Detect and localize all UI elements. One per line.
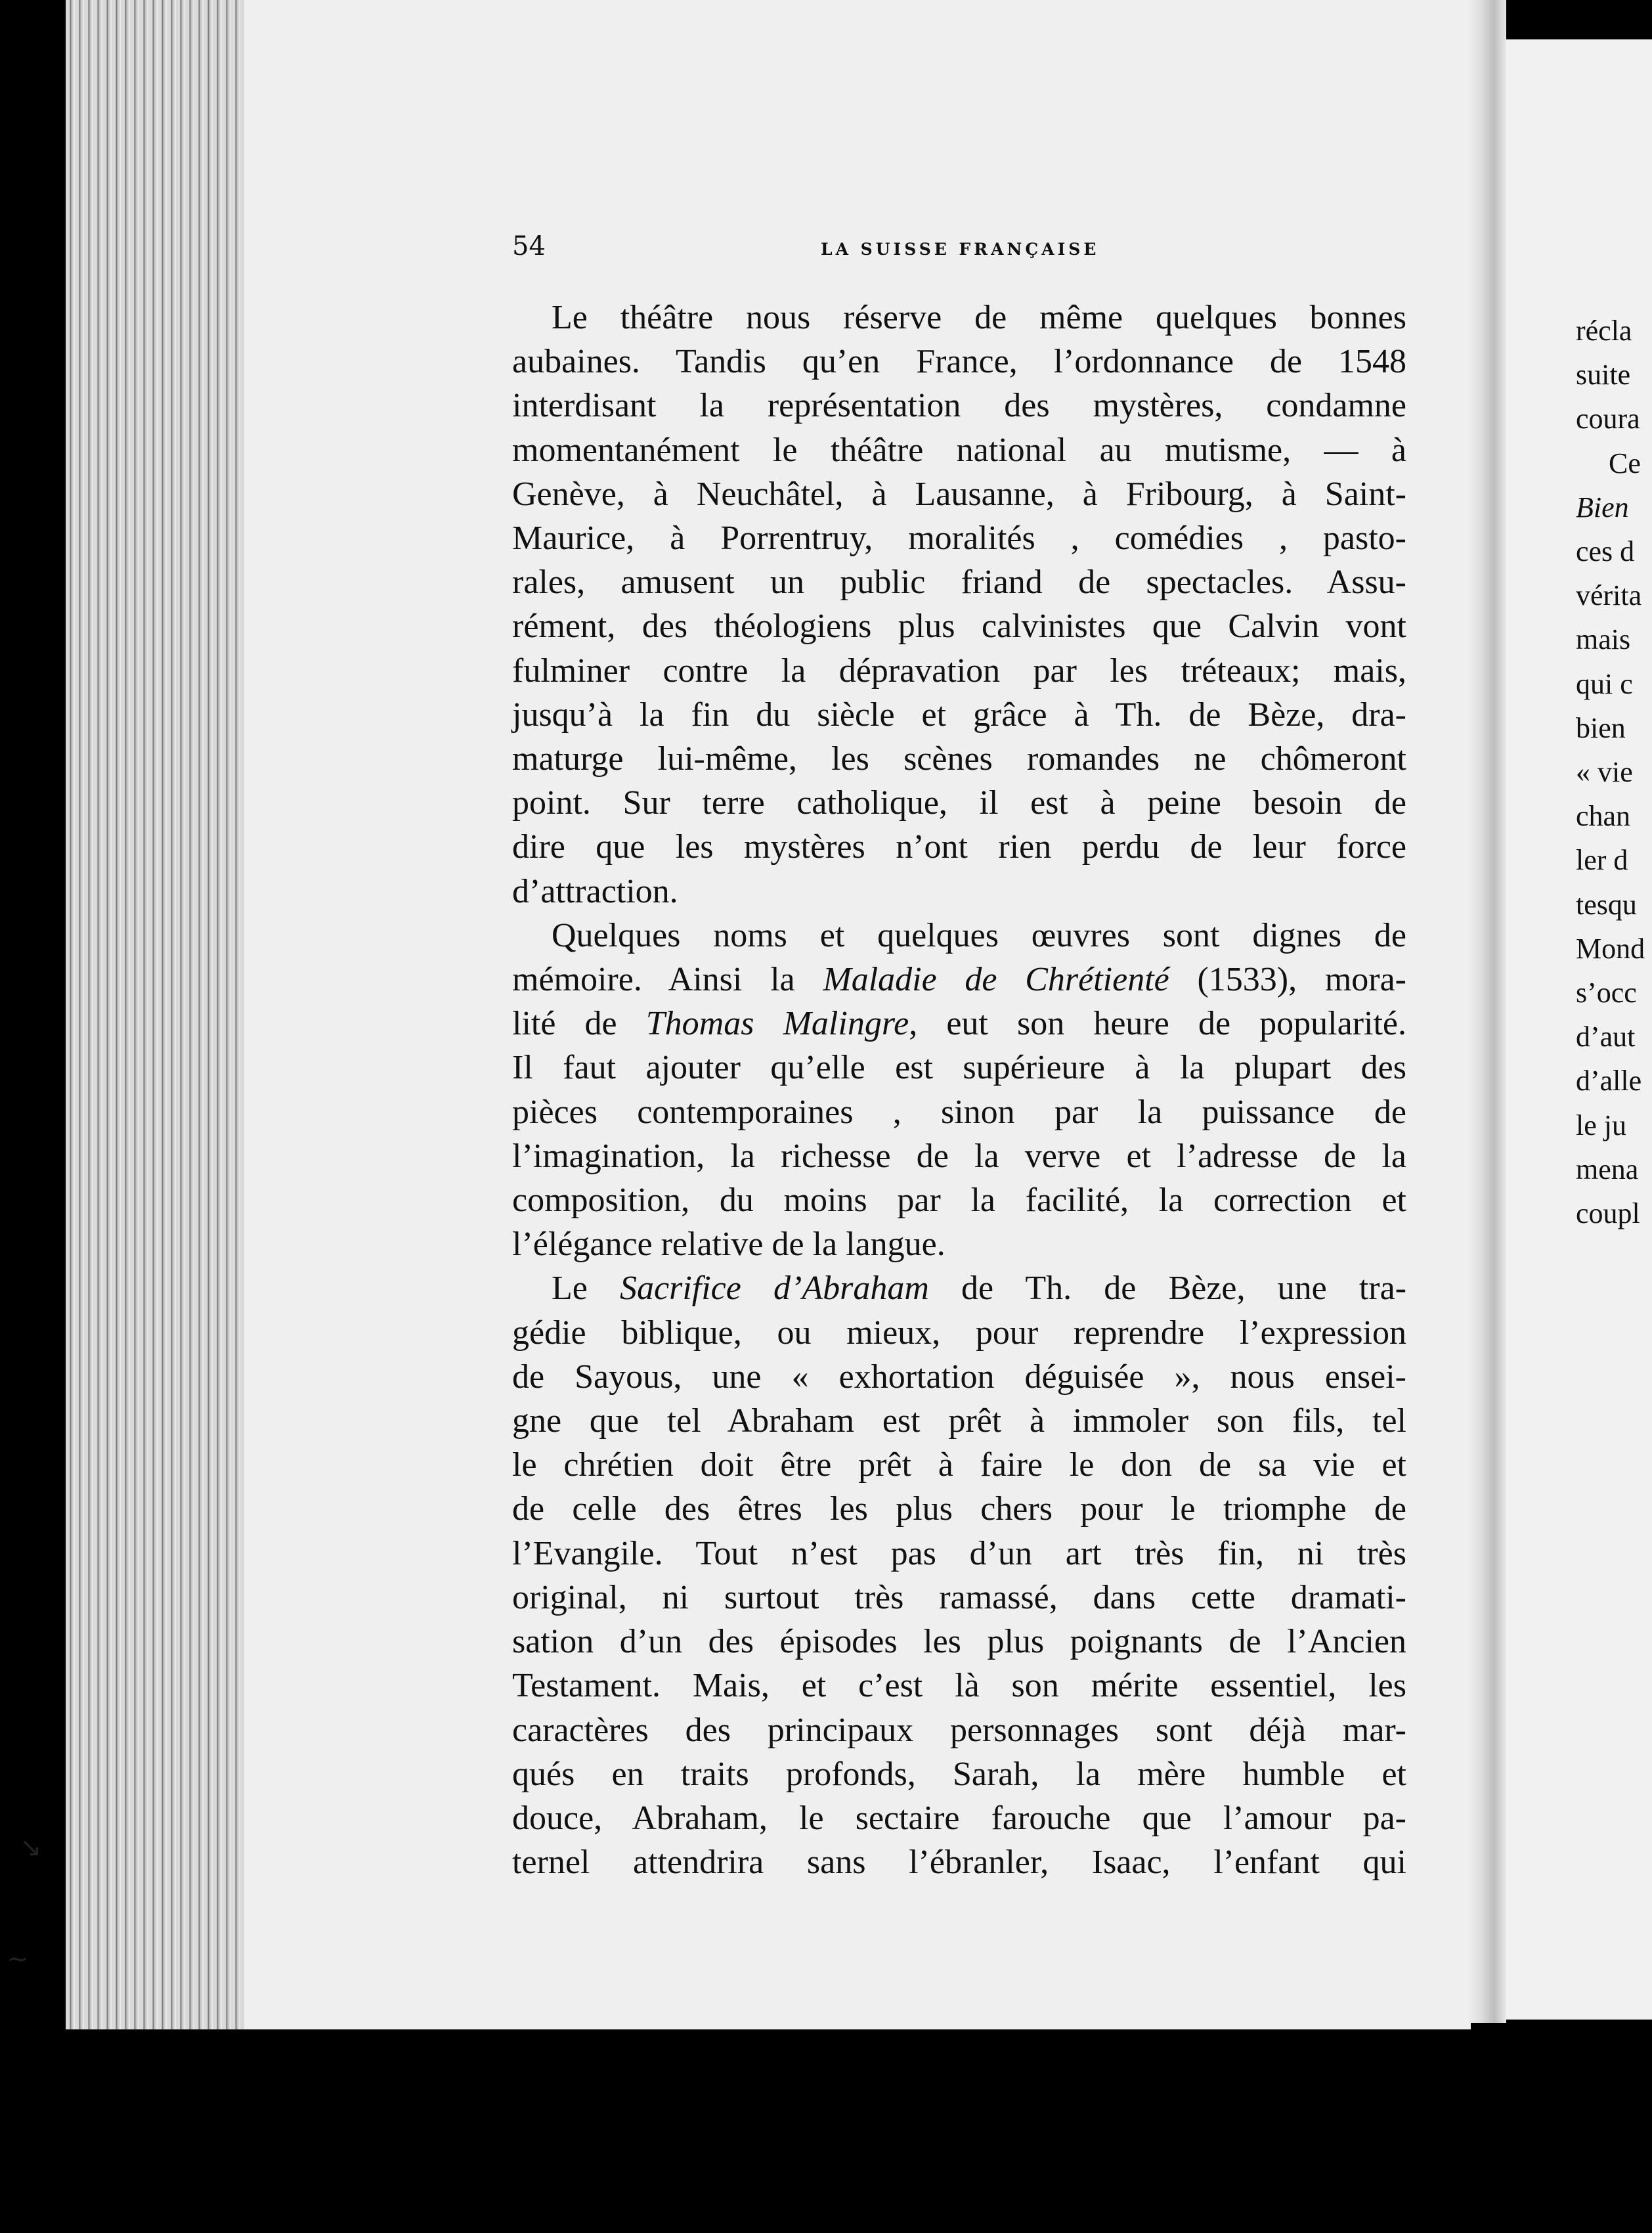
text-line: Maurice, à Porrentruy, moralités , comédies , pasto-	[512, 520, 1406, 558]
text-line: Il faut ajouter qu’elle est supérieure à la plupart des	[512, 1049, 1406, 1087]
text-line: ternel attendrira sans l’ébranler, Isaac, l’enfant qui	[512, 1844, 1406, 1882]
facing-line: Ce	[1609, 447, 1641, 479]
text-segment: mémoire. Ainsi la	[512, 961, 823, 999]
text-line: interdisant la représentation des mystères, condamne	[512, 387, 1406, 425]
facing-line: tesqu	[1576, 888, 1637, 921]
facing-line: chan	[1576, 800, 1631, 833]
text-line: Quelques noms et quelques œuvres sont dignes de	[552, 916, 1406, 954]
scan-border	[0, 2029, 1652, 2233]
facing-line: vérita	[1576, 579, 1642, 612]
text-line: jusqu’à la fin du siècle et grâce à Th. de Bèze, dra-	[512, 696, 1406, 734]
work-title: Maladie de Chrétienté	[823, 961, 1169, 999]
text-line: de celle des êtres les plus chers pour le triomphe de	[512, 1490, 1406, 1528]
facing-line: mena	[1576, 1153, 1639, 1185]
text-segment: lité de	[512, 1005, 646, 1043]
text-line: original, ni surtout très ramassé, dans cette dramati-	[512, 1578, 1406, 1616]
running-title: LA SUISSE FRANÇAISE	[821, 240, 1100, 259]
text-line	[512, 1266, 1406, 1310]
text-segment: Le	[552, 1270, 620, 1308]
text-segment: (1533), mora-	[1169, 961, 1407, 999]
text-line: caractères des principaux personnages sont déjà mar-	[512, 1711, 1406, 1749]
text-line: douce, Abraham, le sectaire farouche que l’amour pa-	[512, 1799, 1406, 1837]
text-line: le chrétien doit être prêt à faire le don de sa vie et	[512, 1446, 1406, 1484]
text-line: aubaines. Tandis qu’en France, l’ordonnance de 1548	[512, 343, 1406, 381]
text-line: Genève, à Neuchâtel, à Lausanne, à Fribourg, à Saint-	[512, 475, 1406, 513]
text-line: Testament. Mais, et c’est là son mérite essentiel, les	[512, 1667, 1406, 1705]
facing-line: suite	[1576, 359, 1631, 391]
facing-line: d’alle	[1576, 1065, 1642, 1097]
text-line	[512, 1002, 1406, 1046]
text-line: l’imagination, la richesse de la verve et l’adresse de la	[512, 1137, 1406, 1175]
facing-line: le ju	[1576, 1109, 1626, 1141]
facing-line: ler d	[1576, 844, 1628, 877]
facing-line: Mond	[1576, 932, 1645, 965]
work-title: Sacrifice d’Abraham	[620, 1270, 929, 1308]
facing-line: « vie	[1576, 756, 1633, 789]
text-line: d’attraction.	[512, 872, 678, 910]
text-line: fulminer contre la dépravation par les tréteaux; mais,	[512, 652, 1406, 690]
facing-line: ces d	[1576, 535, 1635, 568]
facing-page-text	[1576, 309, 1645, 1235]
page-header	[512, 233, 1406, 273]
facing-line: Bien	[1576, 491, 1629, 523]
text-line: dire que les mystères n’ont rien perdu de leur force	[512, 828, 1406, 866]
text-line: l’élégance relative de la langue.	[512, 1226, 946, 1264]
facing-line: coupl	[1576, 1197, 1640, 1230]
text-segment: de Th. de Bèze, une tra-	[928, 1270, 1407, 1308]
text-line: l’Evangile. Tout n’est pas d’un art très fin, ni très	[512, 1534, 1406, 1572]
facing-line: coura	[1576, 403, 1640, 435]
book-gutter	[1466, 0, 1506, 2023]
text-line: gne que tel Abraham est prêt à immoler son fils, tel	[512, 1402, 1406, 1440]
facing-line: qui c	[1576, 667, 1633, 700]
text-line: de Sayous, une « exhortation déguisée », nous ensei-	[512, 1358, 1406, 1396]
page-number: 54	[512, 231, 546, 261]
text-line: qués en traits profonds, Sarah, la mère humble et	[512, 1755, 1406, 1793]
text-line: sation d’un des épisodes les plus poignants de l’Ancien	[512, 1623, 1406, 1661]
facing-line: s’occ	[1576, 977, 1637, 1009]
body-text	[512, 296, 1406, 1884]
text-line: point. Sur terre catholique, il est à peine besoin de	[512, 784, 1406, 822]
scan-squiggle-mark: ~	[7, 1944, 29, 1974]
text-line: rales, amusent un public friand de spectacles. Assu-	[512, 564, 1406, 602]
text-line: maturge lui-même, les scènes romandes ne chômeront	[512, 740, 1406, 778]
text-line	[512, 958, 1406, 1002]
text-line: momentanément le théâtre national au mutisme, — à	[512, 431, 1406, 469]
facing-line: d’aut	[1576, 1021, 1636, 1053]
text-line: pièces contemporaines , sinon par la puissance de	[512, 1093, 1406, 1131]
text-line: gédie biblique, ou mieux, pour reprendre l’expression	[512, 1314, 1406, 1352]
text-line: rément, des théologiens plus calvinistes que Calvin vont	[512, 608, 1406, 646]
facing-line: bien	[1576, 711, 1626, 744]
facing-line: mais	[1576, 623, 1631, 656]
text-line: Le théâtre nous réserve de même quelques bonnes	[552, 299, 1406, 336]
page-stack-edges	[66, 0, 250, 2029]
author-name: Thomas Malingre	[645, 1005, 909, 1043]
text-segment: , eut son heure de popularité.	[909, 1005, 1406, 1043]
text-line: composition, du moins par la facilité, la correction et	[512, 1182, 1406, 1220]
scan-arrow-mark: ↘	[20, 1832, 42, 1863]
facing-line: récla	[1576, 315, 1632, 347]
